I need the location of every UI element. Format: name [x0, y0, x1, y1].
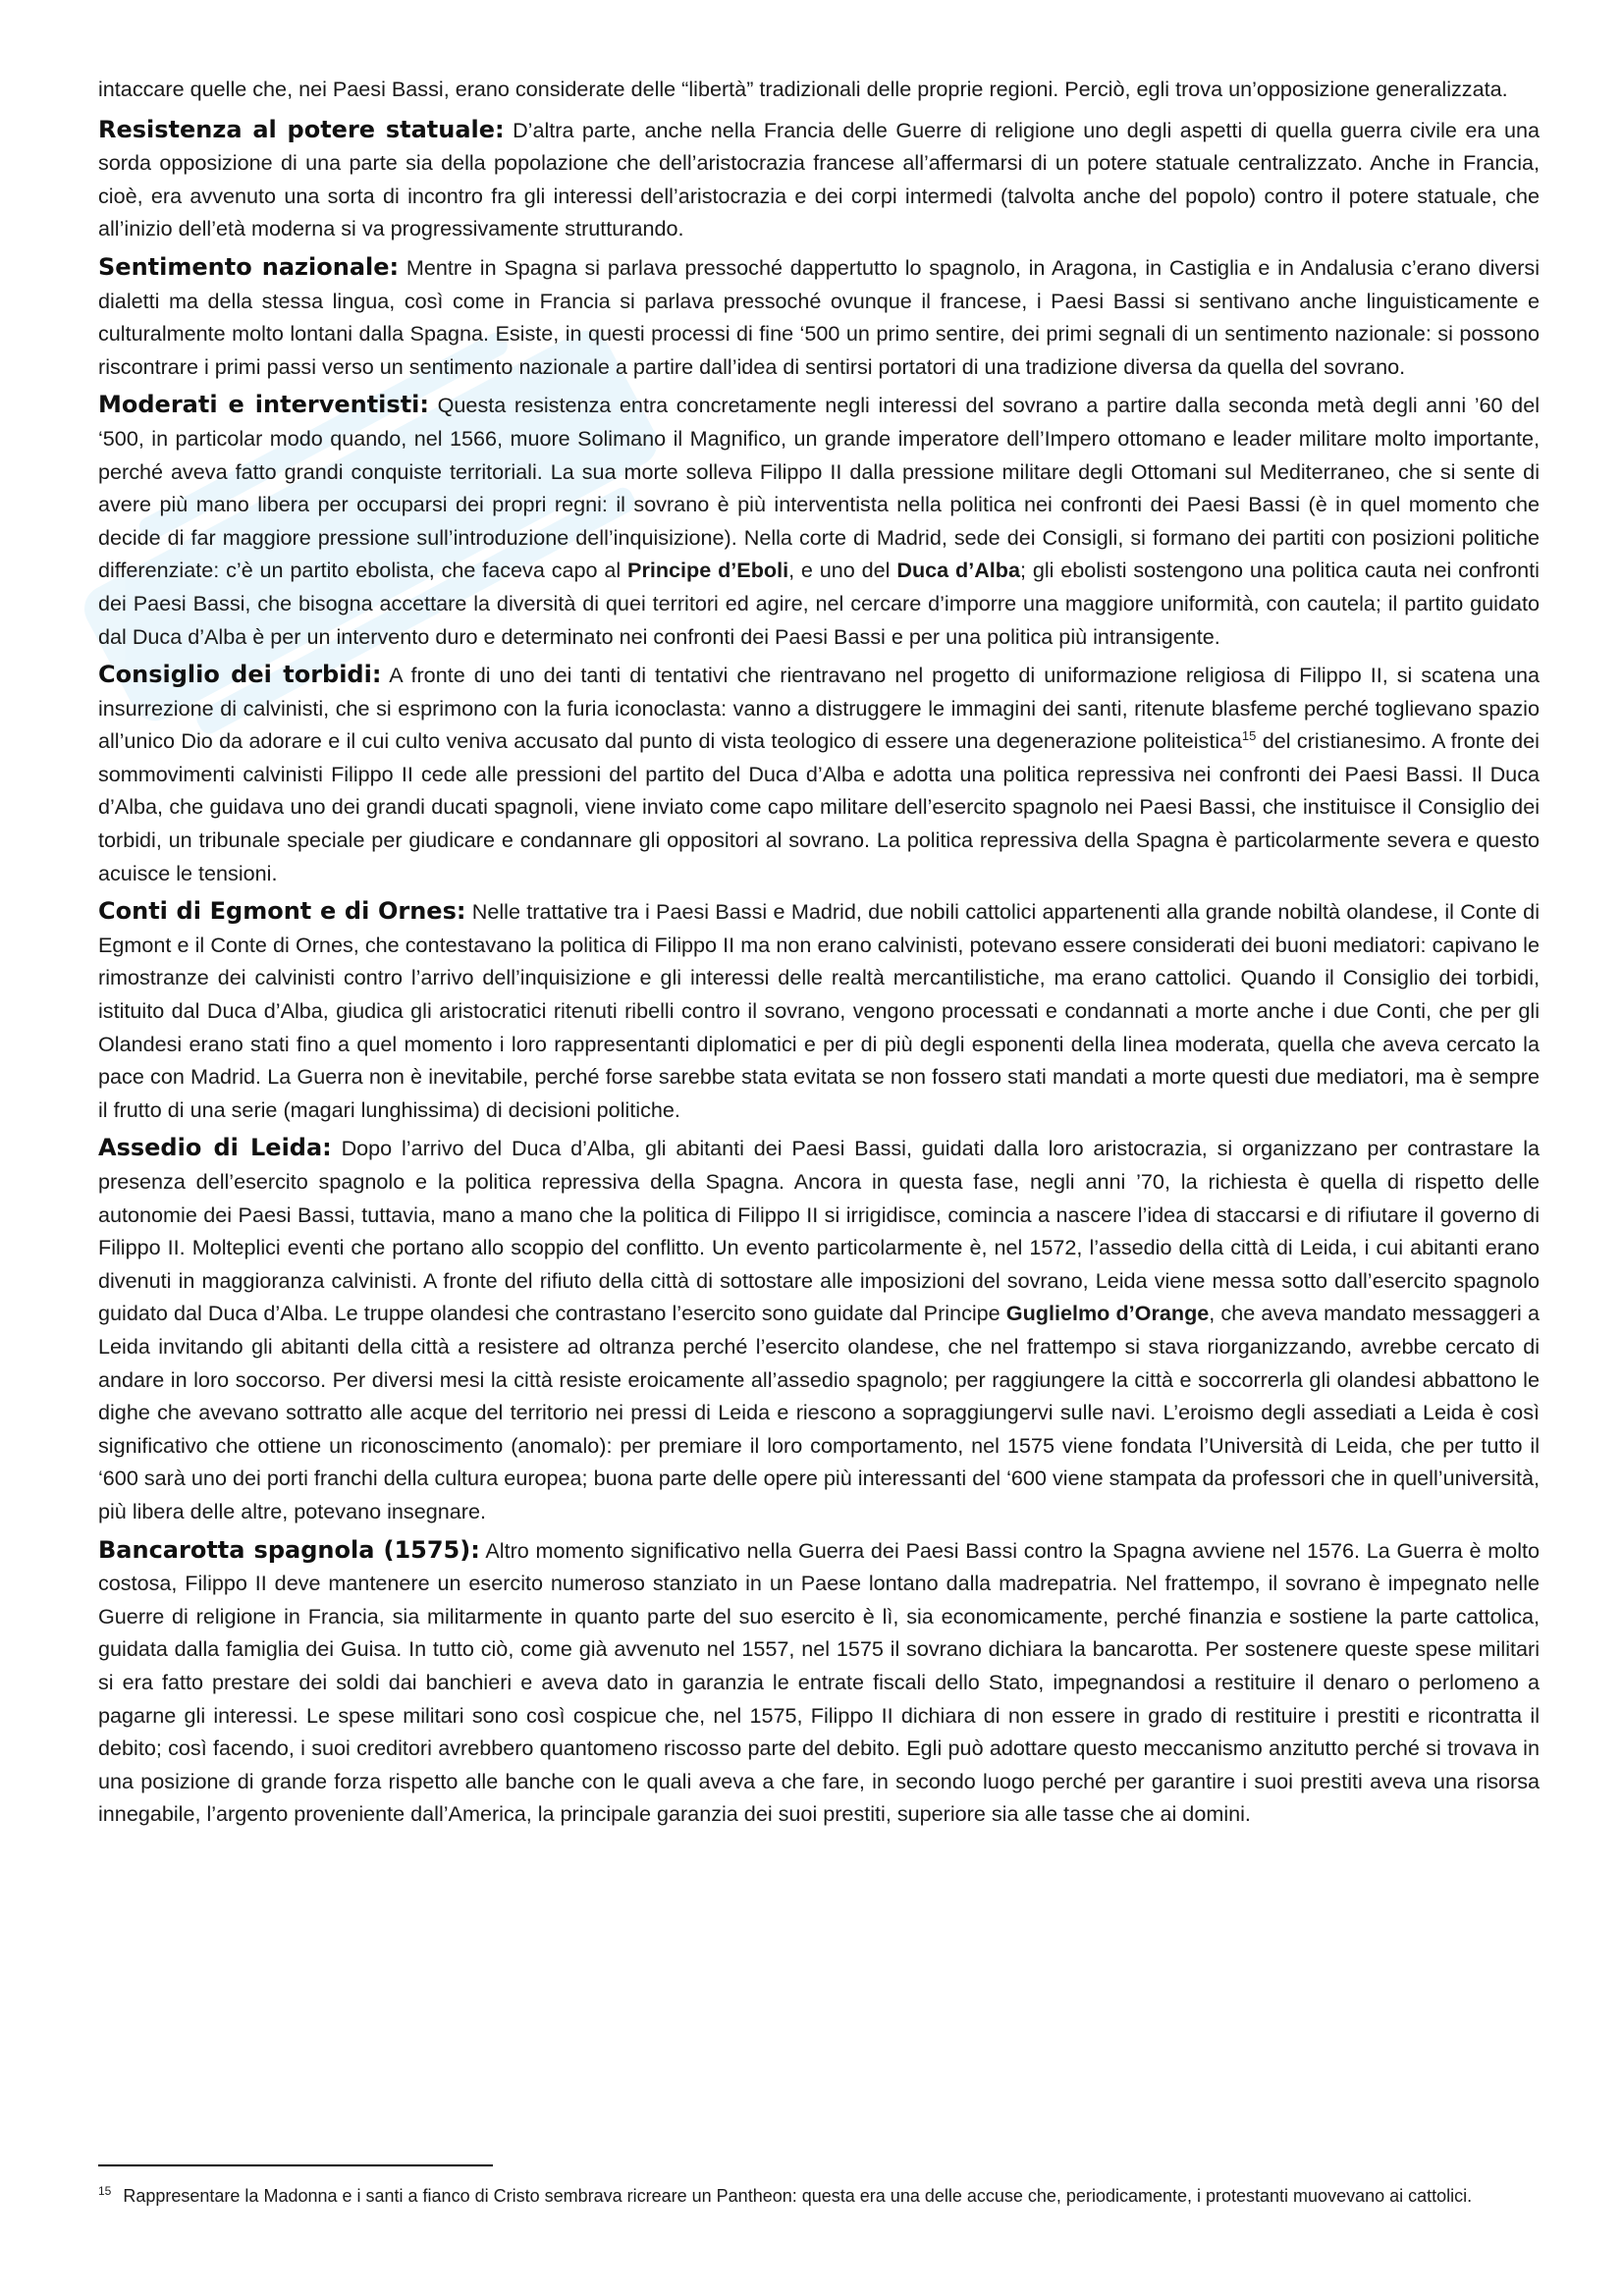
footnote-separator	[98, 2164, 493, 2166]
section-bancarotta	[98, 1534, 1540, 1831]
footnote-number: 15	[98, 2184, 112, 2198]
section-conti	[98, 895, 1540, 1126]
section-text: del cristianesimo. A fronte dei sommovimenti calvinisti Filippo II cede alle pressioni del partito del Duca d’Alba e adotta una politica repressiva nei confronti dei Paesi Bassi. Il Duca d’Alba, che guidava uno dei grandi ducati spagnoli, viene inviato come capo militare dell’esercito spagnolo nei Paesi Bassi, che instituisce il Consiglio dei torbidi, un tribunale speciale per giudicare e condannare gli oppositori al sovrano. La politica repressiva della Spagna è particolarmente severa e questo acuisce le tensioni.	[98, 728, 1540, 885]
section-text: Altro momento significativo nella Guerra dei Paesi Bassi contro la Spagna avviene nel 1576. La Guerra è molto costosa, Filippo II deve mantenere un esercito numeroso stanziato in un Paese lontano dalla madrepatria. Nel frattempo, il sovrano è impegnato nelle Guerre di religione in Francia, sia militarmente in quanto parte del suo esercito è lì, sia economicamente, perché finanzia e sostiene la parte cattolica, guidata dalla famiglia dei Guisa. In tutto ciò, come già avvenuto nel 1557, nel 1575 il sovrano dichiara la bancarotta. Per sostenere queste spese militari si era fatto prestare dei soldi dai banchieri e aveva dato in garanzia le entrate fiscali dello Stato, impegnandosi a restituire il denaro o perlomeno a pagarne gli interessi. Le spese militari sono così cospicue che, nel 1575, Filippo II dichiara di non essere in grado di restituire i prestiti e ricontratta il debito; così facendo, i suoi creditori avrebbero quantomeno riscosso parte del debito. Egli può adottare questo meccanismo anzitutto perché si trovava in una posizione di grande forza rispetto alle banche con le quali aveva a che fare, in secondo luogo perché per garantire i suoi prestiti aveva una risorsa innegabile, l’argento proveniente dall’America, la principale garanzia dei suoi prestiti, superiore sia alle tasse che ai domini.	[98, 1537, 1541, 1827]
section-heading: Moderati e interventisti:	[98, 391, 429, 419]
section-sentimento	[98, 251, 1540, 383]
section-heading: Resistenza al potere statuale:	[98, 115, 505, 143]
bold-term: Guglielmo d’Orange	[1005, 1301, 1210, 1326]
section-heading: Consiglio dei torbidi:	[98, 661, 382, 689]
section-moderati	[98, 389, 1540, 653]
section-text: Questa resistenza entra concretamente negli interessi del sovrano a partire dalla seconda metà degli anni ’60 del ‘500, in particolar modo quando, nel 1566, muore Solimano il Magnifico, un grande imperatore dell’Impero ottomano e leader militare molto importante, perché aveva fatto grandi conquiste territoriali. La sua morte solleva Filippo II dalla pressione militare degli Ottomani sul Mediterraneo, che si sente di avere più mano libera per occuparsi dei propri regni: il sovrano è più interventista nella politica nei confronti dei Paesi Bassi (è in quel momento che decide di far maggiore pressione sull’introduzione dell’inquisizione). Nella corte di Madrid, sede dei Consigli, si formano dei partiti con posizioni politiche differenziate: c’è un partito ebolista, che faceva capo al	[98, 393, 1541, 583]
section-heading: Conti di Egmont e di Ornes:	[98, 897, 466, 926]
section-consiglio	[98, 659, 1540, 889]
section-heading: Sentimento nazionale:	[98, 252, 400, 281]
document-page	[98, 73, 1540, 1837]
section-text: D’altra parte, anche nella Francia delle Guerre di religione uno degli aspetti di quella guerra civile era una sorda opposizione di una parte sia della popolazione che dell’aristocrazia francese all’affermarsi di un potere statuale centralizzato. Anche in Francia, cioè, era avvenuto una sorta di incontro fra gli interessi dell’aristocrazia e dei corpi intermedi (talvolta anche del popolo) contro il potere statuale, che all’inizio dell’età moderna si va progressivamente strutturando.	[98, 117, 1540, 241]
section-text: A fronte di uno dei tanti di tentativi che rientravano nel progetto di uniformazione religiosa di Filippo II, si scatena una insurrezione di calvinisti, che si esprimono con la furia iconoclasta: vanno a distruggere le immagini dei santi, ritenute blasfeme perché toglievano spazio all’unico Dio da adorare e il cui culto veniva accusato dal punto di vista teologico di essere una degenerazione politeistica	[98, 663, 1541, 754]
section-text: Dopo l’arrivo del Duca d’Alba, gli abitanti dei Paesi Bassi, guidati dalla loro aristocrazia, si organizzano per contrastare la presenza dell’esercito spagnolo e la politica repressiva della Spagna. Ancora in questa fase, negli anni ’70, la richiesta è quella di rispetto delle autonomie dei Paesi Bassi, tuttavia, mano a mano che la politica di Filippo II si irrigidisce, comincia a nascere l’idea di staccarsi e di rifiutare il governo di Filippo II. Molteplici eventi che portano allo scoppio del conflitto. Un evento particolarmente è, nel 1572, l’assedio della città di Leida, i cui abitanti erano divenuti in maggioranza calvinisti. A fronte del rifiuto della città di sottostare alle imposizioni del sovrano, Leida viene messa sotto dall’esercito spagnolo guidato dal Duca d’Alba. Le truppe olandesi che contrastano l’esercito sono guidate dal Principe	[98, 1136, 1540, 1326]
bold-term: Principe d’Eboli	[627, 558, 789, 583]
section-assedio	[98, 1132, 1540, 1527]
intro-paragraph: intaccare quelle che, nei Paesi Bassi, erano considerate delle “libertà” tradizionali delle proprie regioni. Perciò, egli trova un’opposizione generalizzata.	[98, 77, 1508, 101]
footnote-reference[interactable]: 15	[1241, 728, 1257, 744]
section-heading: Assedio di Leida:	[98, 1134, 332, 1162]
section-text: , e uno del	[788, 558, 897, 583]
section-text: , che aveva mandato messaggeri a Leida invitando gli abitanti della città a resistere ad oltranza perché l’esercito olandese, che nel frattempo si stava riorganizzando, avrebbe cercato di andare in loro soccorso. Per diversi mesi la città resiste eroicamente all’assedio spagnolo; per raggiungere la città e soccorrerla gli olandesi abbattono le dighe che avevano sottratto alle acque del territorio nei pressi di Leida e riescono a sopraggiungervi sulle navi. L’eroismo degli assediati a Leida è così significativo che ottiene un riconoscimento (anomalo): per premiare il loro comportamento, nel 1575 viene fondata l’Università di Leida, che per tutto il ‘600 sarà uno dei porti franchi della cultura europea; buona parte delle opere più interessanti del ‘600 viene stampata da professori che in quell’università, più libera delle altre, potevano insegnare.	[98, 1301, 1540, 1523]
document-body	[98, 73, 1540, 1831]
section-text: ; gli ebolisti sostengono una politica cauta nei confronti dei Paesi Bassi, che bisogna accettare la diversità di quei territori ed agire, nel cercare d’imporre una maggiore uniformità, con cautela; il partito guidato dal Duca d’Alba è per un intervento duro e determinato nei confronti dei Paesi Bassi e per una politica più intransigente.	[98, 558, 1540, 649]
footnote-text: Rappresentare la Madonna e i santi a fianco di Cristo sembrava ricreare un Pantheon: questa era una delle accuse che, periodicamente, i protestanti muovevano ai cattolici.	[123, 2186, 1473, 2206]
section-heading: Bancarotta spagnola (1575):	[98, 1535, 480, 1564]
section-resistenza	[98, 114, 1540, 245]
section-text: Nelle trattative tra i Paesi Bassi e Madrid, due nobili cattolici appartenenti alla grande nobiltà olandese, il Conte di Egmont e il Conte di Ornes, che contestavano la politica di Filippo II ma non erano calvinisti, potevano essere considerati dei buoni mediatori: capivano le rimostranze dei calvinisti contro l’arrivo dell’inquisizione e gli interessi delle realtà mercantilistiche, ma erano cattolici. Quando il Consiglio dei torbidi, istituito dal Duca d’Alba, giudica gli aristocratici ritenuti ribelli contro il sovrano, vengono processati e condannati a morte anche i due Conti, che per gli Olandesi erano stati fino a quel momento i loro rappresentanti diplomatici e per di più degli esponenti della linea moderata, quella che aveva cercato la pace con Madrid. La Guerra non è inevitabile, perché forse sarebbe stata evitata se non fossero stati mandati a morte questi due mediatori, ma è sempre il frutto di una serie (magari lunghissima) di decisioni politiche.	[98, 899, 1540, 1122]
section-text: Mentre in Spagna si parlava pressoché dappertutto lo spagnolo, in Aragona, in Castiglia e in Andalusia c’erano diversi dialetti ma della stessa lingua, così come in Francia si parlava pressoché ovunque il francese, i Paesi Bassi si sentivano anche linguisticamente e culturalmente molto lontani dalla Spagna. Esiste, in questi processi di fine ‘500 un primo sentire, dei primi segnali di un sentimento nazionale: si possono riscontrare i primi passi verso un sentimento nazionale a partire dall’idea di sentirsi portatori di una tradizione diversa da quella del sovrano.	[98, 254, 1540, 379]
footnote	[98, 2181, 1540, 2211]
bold-term: Duca d’Alba	[896, 558, 1020, 583]
